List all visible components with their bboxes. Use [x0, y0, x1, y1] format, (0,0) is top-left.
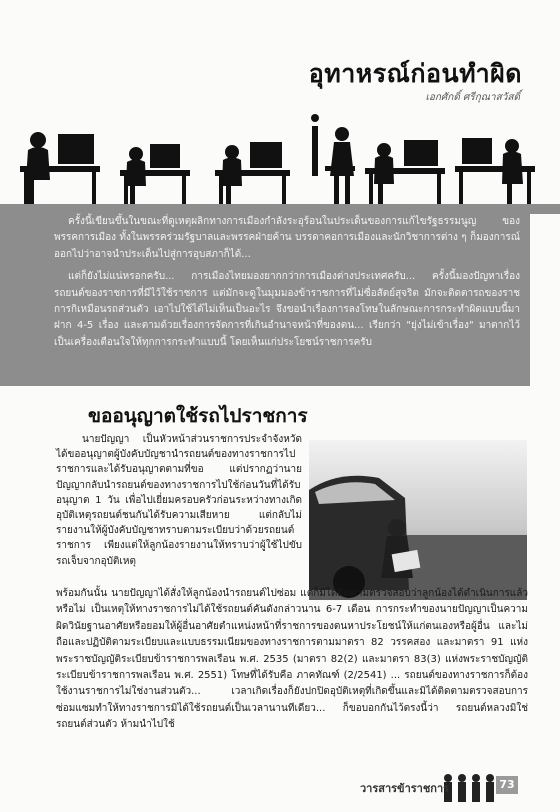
magazine-name: วารสารข้าราชการ: [360, 782, 450, 795]
article-title: อุทาหรณ์ก่อนทำผิด: [308, 59, 522, 88]
intro-text: [54, 214, 520, 357]
section-heading: ขออนุญาตใช้รถไปราชการ: [88, 405, 308, 427]
column-paragraph: นายปัญญา เป็นหัวหน้าส่วนราชการประจำจังหวัด ได้ขออนุญาตผู้บังคับบัญชานำรถยนต์ของทางราชการไปราชการและได้รับอนุญาตตามที่ขอ แต่ปรากฏว่านายปัญญากลับนำรถยนต์ของทางราชการไปใช้ก่อนวันที่ได้รับอนุญาต 1 วัน เพื่อไปเยี่ยมครอบครัวก่อนระหว่างทางเกิดอุบัติเหตุรถยนต์ชนกันได้รับความเสียหาย แต่กลับไม่รายงานให้ผู้บังคับบัญชาทราบตามระเบียบว่าด้วยรถยนต์ราชการ เพียงแต่ให้ลูกน้องรายงานให้ทราบว่าผู้ใช้ไปขับรถเจ็บจากอุบัติเหตุ: [56, 434, 302, 567]
intro-paragraph-2: แต่ก็ยังไม่แน่หรอกครับ... การเมืองไทยมองยากกว่าการเมืองต่างประเทศครับ... ครั้งนี้มองปัญหาเรื่องรถยนต์ของราชการที่มีไว้ใช้ราชการ แต่มักจะดูในมุมมองข้าราชการที่ไม่ซื่อสัตย์สุจริต มักจะติดตารถของราชการกิเหมือนรถส่วนตัว เอาไปใช้ได้ไม่เห็นเป็นอะไร จึงขอนำเรื่องการลงโทษในลักษณะการกระทำผิดแบบนี้มาฝาก 4-5 เรื่อง และตามด้วยเรื่องการจัดการที่เกินอำนาจหน้าที่ของตน... เรียกว่า "ยุ่งไม่เข้าเรื่อง" มาตากไว้เป็นเครื่องเตือนใจให้ทุกการกระทำแบบนี้ โดยเห็นแก่ประโยชน์ราชการครับ: [54, 271, 520, 348]
full-paragraph: พร้อมกันนั้น นายปัญญาได้สั่งให้ลูกน้องนำรถยนต์ไปซ่อม แต่ก็มิได้ติดตามตรวจสอบว่าลูกน้องได้ดำเนินการแล้วหรือไม่ เป็นเหตุให้ทางราชการไม่ได้ใช้รถยนต์คันดังกล่าวนาน 6-7 เดือน การกระทำของนายปัญญาเป็นความผิดวินัยฐานอาศัยหรือยอมให้ผู้อื่นอาศัยตำแหน่งหน้าที่ราชการของตนหาประโยชน์ให้แก่ตนเองหรือผู้อื่น และไม่ถือและปฏิบัติตามระเบียบและแบบธรรมเนียมของทางราชการตามมาตรา 82 วรรคสอง และมาตรา 91 แห่งพระราชบัญญัติระเบียบข้าราชการพลเรือน พ.ศ. 2535 (มาตรา 82(2) และมาตรา 83(3) แห่งพระราชบัญญัติระเบียบข้าราชการพลเรือน พ.ศ. 2551) โทษที่ได้รับคือ ภาคทัณฑ์ (2/2541) ... รถยนต์ของทางราชการก็ต้องใช้งานราชการไม่ใช่งานส่วนตัว... เวลาเกิดเรื่องก็ยังปกปิดอุบัติเหตุที่เกิดขึ้นและมิได้ติดตามตรวจสอบการซ่อมแซมทำให้ทางราชการมิได้ใช้รถยนต์เป็นเวลานานทีเดียว... ก็ขอบอกกันไว้ตรงนี้ว่า รถยนต์หลวงมิใช่รถยนต์ส่วนตัว ห้ามนำไปใช้: [56, 588, 528, 731]
footer-people-icon: [0, 770, 560, 804]
page-number: 73: [496, 776, 518, 794]
intro-paragraph-1: ครั้งนี้เขียนขึ้นในขณะที่ดูเหตุผลิกทางการเมืองกำลังระอุร้อนในประเด็นของการแก้ไขรัฐธรรมนูญ ของพรรคการเมือง ทั้งในพรรคร่วมรัฐบาลและพรรคฝ่ายค้าน บรรดาคอการเมืองและนักวิชาการต่าง ๆ ก็มองการณ์ออกไปว่าอาจนำประเด็นไปสู่การอุบสภาก็ได้...: [54, 216, 520, 260]
woman-car-photo: [309, 440, 527, 600]
section-column-text: [56, 432, 302, 569]
office-workers-illustration: [0, 104, 560, 214]
article-author: เอกศักดิ์ ศรีกุณาสวัสดิ์: [425, 92, 520, 103]
section-full-text: [56, 586, 528, 734]
